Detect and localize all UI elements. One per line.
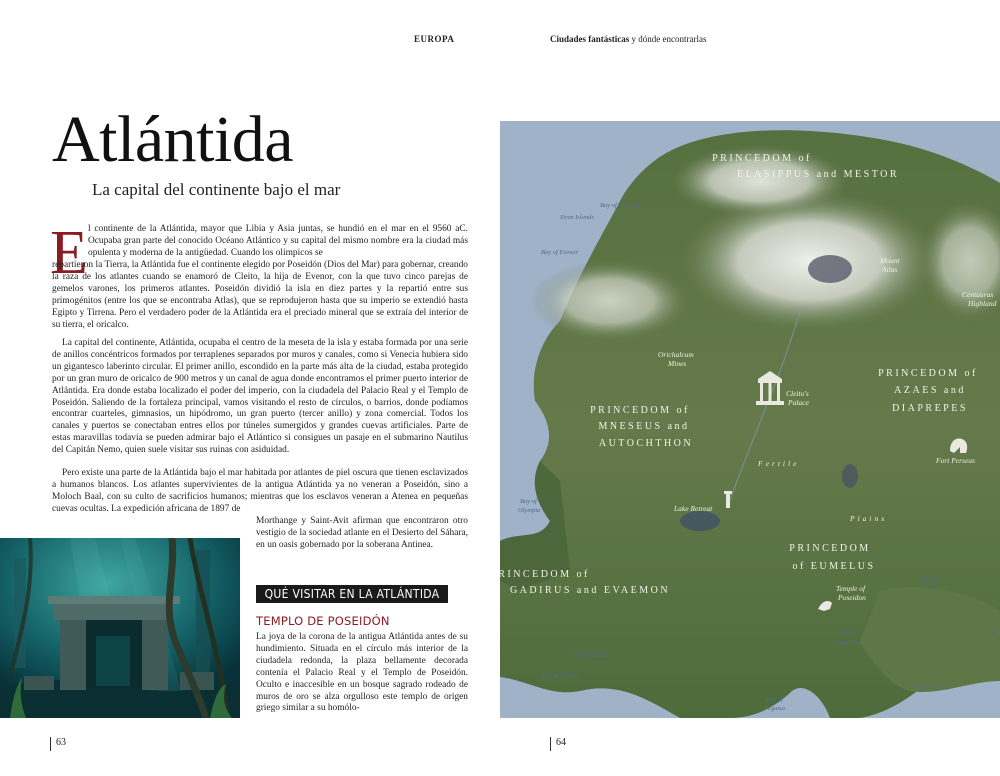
section-heading-bar: QUÉ VISITAR EN LA ATLÁNTIDA — [256, 585, 448, 603]
drop-cap: E — [50, 219, 88, 287]
label-siren-islands: Siren Islands — [560, 214, 594, 221]
section-subheading: TEMPLO DE POSEIDÓN — [256, 614, 390, 628]
label-bay-evenor: Bay of Evenor — [541, 249, 579, 256]
paragraph-1-head: l continente de la Atlántida, mayor que Libia y Asia juntas, se hundió en el mar en el 9560 aC. Ocupaba gran parte del conocido Océano Atlántico y su capital del mismo nombre era la ciudad más opulenta y moderna de la antigüedad. Cuando los olímpicos se — [88, 224, 468, 258]
label-mount: Mount — [880, 256, 900, 265]
label-atlas: Atlas — [882, 265, 898, 274]
lake-retreat — [680, 511, 720, 531]
label-bay-poseidon-2: Poseidon — [836, 639, 861, 646]
label-gadirus-1: PRINCEDOM of — [500, 569, 590, 580]
label-fertile: Fertile — [758, 459, 800, 468]
running-header-book-bold: Ciudades fantásticas — [550, 34, 630, 44]
label-lake-retreat: Lake Retreat — [674, 504, 713, 513]
atlantis-map — [500, 121, 1000, 718]
label-bay-pegasus-2: Pegasus — [764, 705, 786, 712]
mount-atlas-crater — [808, 255, 852, 283]
label-mines: Mines — [668, 359, 687, 368]
running-header-book-rest: y dónde encontrarlas — [629, 34, 707, 44]
article-title: Atlántida — [52, 103, 294, 176]
label-bay-aphros: Bay of Aphros — [572, 652, 609, 659]
label-bay-olympia-2: Olympia — [518, 507, 541, 514]
label-azaes-1: PRINCEDOM of — [878, 368, 978, 379]
label-azaes-2: AZAES and — [894, 385, 966, 396]
ruins-art — [0, 538, 240, 718]
label-mneseus-3: AUTOCHTHON — [598, 438, 694, 449]
label-gadirus-2: GADIRUS and EVAEMON — [509, 585, 671, 596]
label-palace: Palace — [788, 398, 809, 407]
page-number-left: 63 — [50, 737, 66, 751]
label-plains: Plains — [850, 514, 888, 523]
running-header-book — [550, 34, 707, 44]
label-fort-perseus: Fort Perseus — [936, 456, 975, 465]
article-subtitle: La capital del continente bajo el mar — [92, 180, 341, 199]
label-temple-of: Temple of — [836, 584, 866, 593]
label-elasippus-2: ELASIPPUS and MESTOR — [736, 169, 900, 180]
label-nereids-cove: Nereids' Cove — [912, 684, 949, 691]
label-azaes-3: DIAPREPES — [892, 403, 968, 414]
label-elasippus-1: PRINCEDOM of — [712, 153, 812, 164]
paragraph-3-head: Pero existe una parte de la Atlántida bajo el mar habitada por atlantes de piel oscura que tienen esclavizados a humanos blancos. Los atlantes supervivientes de la antigua Atlántida ya no veneran a Poseidón, sino a Moloch Baal, con su culto de sacrificios humanos; mientras que los esclavos veneran a Atenea en pequeñas cuevas ocultas. La expedición africana de 1897 de — [52, 468, 468, 514]
label-bay-leucippe: Bay of Leucippe — [600, 202, 643, 209]
label-mneseus-2: MNESEUS and — [598, 421, 690, 432]
label-orichalcum: Orichalcum — [658, 350, 694, 359]
paragraph-2: La capital del continente, Atlántida, ocupaba el centro de la meseta de la isla y estaba formada por una serie de anillos concéntricos formados por terraplenes separados por muros y canales, como si Venecia hubiera sido un gigantesco laberinto circular. El primer anillo, escondido en la parte más alta de la ciudad, estaba protegido por un gran muro de oricalco de 900 metros y un canal de agua donde encontramos el primer puerto interior de Atlántida. Era donde estaba localizado el poder del imperio, con la ciudadela del Palacio Real y el Templo de Poseidón. Saliendo de la fortaleza principal, vamos visitando el resto de círculos, o barrios, donde podíamos encontrar cuarteles, gimnasios, un hipódromo, un gran puerto (tercer anillo) y zona comercial. Todos los canales y puertos se conectaban entres ellos por túneles sumergidos y grandes cuevas artificiales. Parte de estas maravillas todavía se pueden admirar bajo el Atlántico si consigues un pasaje en el submarino Nautilus del Capitán Nemo, quien suele visitar sus ruinas con asiduidad. — [52, 338, 469, 456]
label-cleito: Cleito's — [786, 389, 809, 398]
map-svg — [500, 121, 1000, 718]
paragraph-1-rest: repartieron la Tierra, la Atlántida fue el continente elegido por Poseidón (Dios del Mar) para gobernar, creando la raza de los atlantes cuando se enamoró de Cleito, la hija de Evenor, con la que tuvo cinco parejas de gemelos varones, los primeros atlantes. Poseidón dividió la isla en diez partes y la repartió entre sus primogénitos (entre los que se encontraba Atlas), que se reprodujeron hasta que su imperio se extendió hasta Egipto y Tirrena. Pero el verdadero poder de la Atlántida era el preciado mineral que se extraía del interior de su tierra, el oricalco. — [52, 260, 468, 330]
label-poi: Poi — [988, 630, 998, 637]
label-mneseus-1: PRINCEDOM of — [590, 405, 690, 416]
page-number-right: 64 — [550, 737, 566, 751]
label-centaurus: Centaurus — [962, 290, 994, 299]
label-bay-olympia-1: Bay of — [520, 498, 537, 505]
label-bay-pegasus-1: Bay of — [766, 696, 783, 703]
paragraph-3-rest: Morthange y Saint-Avit afirman que encontraron otro vestigio de la sociedad atlante en el Desierto del Sáhara, en un oasis gobernado por la soberana Antinea. — [256, 516, 468, 550]
label-bay-bythos: Bay of Bythos — [542, 672, 579, 679]
lake-east — [842, 464, 858, 488]
running-header-section: EUROPA — [414, 34, 455, 44]
paragraph-4: La joya de la corona de la antigua Atlántida antes de su hundimiento. Situada en el círculo más interior de la ciudadela redonda, la plaza bellamente decorada contenía el Palacio Real y el Templo de Poseidón. Oculto e inaccesible en un bosque sagrado rodeado de muros de oro se alza orgulloso este templo de origen griego similar a su homólo- — [256, 632, 468, 714]
label-highland: Highland — [968, 299, 997, 308]
western-range — [530, 261, 690, 341]
label-bay-gaia-1: Bay of — [920, 575, 937, 582]
label-bay-poseidon-1: Bay of — [840, 630, 857, 637]
label-eumelus-1: PRINCEDOM — [789, 543, 871, 554]
label-bay-gaia-2: Gaia — [924, 584, 937, 591]
underwater-ruins-illustration — [0, 538, 240, 718]
label-eumelus-2: of EUMELUS — [792, 561, 876, 572]
label-poseidon: Poseidon — [838, 593, 866, 602]
